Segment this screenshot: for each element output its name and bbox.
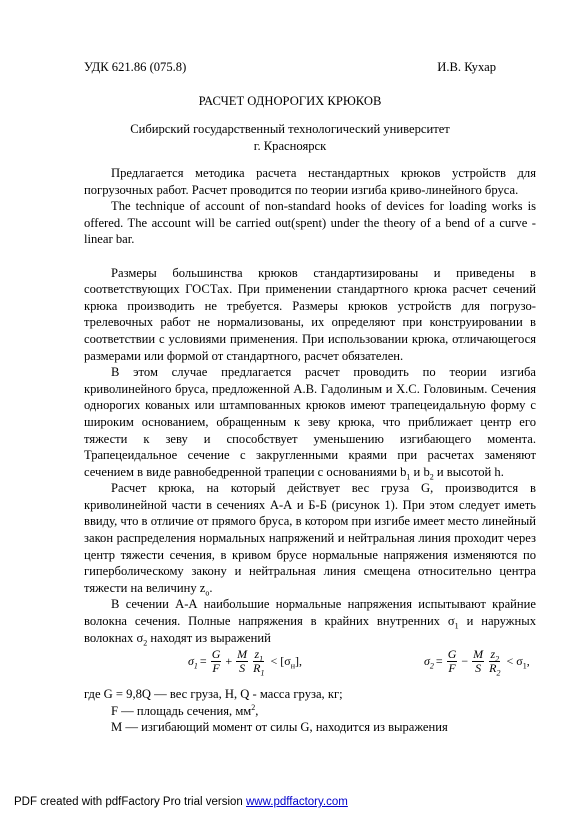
formula-lhs bbox=[188, 653, 198, 670]
denominator: S bbox=[475, 661, 482, 676]
paper-body bbox=[84, 165, 536, 736]
subscript: 1 bbox=[406, 472, 411, 482]
author-name: И.В. Кухар bbox=[437, 60, 496, 74]
formula-lhs bbox=[424, 653, 434, 670]
udk-code: УДК 621.86 (075.8) bbox=[84, 60, 187, 74]
header bbox=[84, 60, 496, 76]
fraction-z-r bbox=[252, 647, 265, 678]
paragraph-3-end: . bbox=[209, 580, 213, 595]
tail-text: < σ bbox=[506, 654, 523, 669]
subscript: 2 bbox=[496, 668, 501, 678]
plus-sign: + bbox=[225, 654, 233, 669]
superscript: 2 bbox=[251, 702, 256, 712]
denominator bbox=[252, 661, 265, 678]
numerator: G bbox=[447, 647, 457, 662]
tail-end: ], bbox=[295, 654, 303, 669]
abstract-ru: Предлагается методика расчета нестандартных крюков устройств для погрузочных работ. Расчет проводится по теории изгиба криво-линейного бруса. bbox=[84, 166, 536, 197]
formula-sigma-1 bbox=[188, 647, 303, 678]
subscript: o bbox=[205, 588, 210, 598]
r-symbol: R bbox=[489, 661, 497, 676]
subscript: 2 bbox=[143, 638, 148, 648]
numerator: M bbox=[237, 647, 248, 662]
formula-tail bbox=[271, 653, 303, 670]
paragraph-3-text: Расчет крюка, на который действует вес груза G, производится в криволинейной части в сечениях А-А и Б-Б (рисунок 1). При этом следует иметь ввиду, что в отличие от прямого бруса, в котором при изгибе имеет место линейный закон распределения нормальных напряжений и нейтральная линия проходит через центр тяжести сечения, в кривом брусе нормальные напряжения изменяются по гиперболическому закону и нейтральная линия смещена относительно центра тяжести на величину z bbox=[84, 481, 536, 595]
r-symbol: R bbox=[253, 661, 261, 676]
z-symbol: z bbox=[490, 647, 496, 662]
sigma-symbol: σ bbox=[424, 654, 430, 669]
formula-tail bbox=[507, 653, 530, 670]
fraction-m-s bbox=[236, 648, 248, 675]
subscript: 2 bbox=[495, 654, 500, 664]
denominator bbox=[488, 661, 501, 678]
minus-sign: − bbox=[461, 654, 469, 669]
subscript: 1 bbox=[260, 668, 265, 678]
paragraph-2-mid: и b bbox=[410, 464, 430, 479]
definition-g: где G = 9,8Q — вес груза, Н, Q - масса груза, кг; bbox=[84, 687, 343, 702]
paragraph-4-mid: и наружных волокнах σ bbox=[84, 614, 536, 645]
affiliation bbox=[84, 121, 496, 154]
definition-f-end: , bbox=[255, 703, 259, 718]
paragraph-3 bbox=[84, 480, 536, 596]
subscript: 1 bbox=[193, 661, 198, 671]
tail-end: , bbox=[526, 654, 530, 669]
subscript: 1 bbox=[454, 621, 459, 631]
affiliation-city: г. Красноярск bbox=[253, 138, 327, 153]
numerator bbox=[253, 648, 264, 662]
z-symbol: z bbox=[254, 647, 260, 662]
definition-m: М — изгибающий момент от силы G, находится из выражения bbox=[111, 720, 448, 735]
fraction-g-f bbox=[211, 648, 222, 675]
paragraph-4 bbox=[84, 596, 536, 646]
fraction-m-s bbox=[472, 648, 484, 675]
formulas bbox=[84, 648, 536, 686]
paragraph-2-end: и высотой h. bbox=[433, 464, 504, 479]
equals-sign: = bbox=[435, 654, 443, 669]
definitions bbox=[84, 686, 536, 736]
footer-text: PDF created with pdfFactory Pro trial version bbox=[14, 796, 246, 808]
paragraph-2 bbox=[84, 364, 536, 480]
paper-title: РАСЧЕТ ОДНОРОГИХ КРЮКОВ bbox=[198, 94, 382, 108]
denominator: F bbox=[212, 661, 220, 676]
numerator: G bbox=[211, 647, 221, 662]
subscript: 2 bbox=[429, 472, 434, 482]
formula-sigma-2 bbox=[424, 647, 530, 678]
definition-f bbox=[84, 703, 536, 720]
fraction-g-f bbox=[447, 648, 458, 675]
paragraph-4-end: находят из выражений bbox=[147, 630, 271, 645]
numerator bbox=[489, 648, 500, 662]
paragraph-2-text: В этом случае предлагается расчет проводить по теории изгиба криволинейного бруса, предложенной А.В. Гадолиным и Х.С. Головиным. Сечения однорогих кованых или штампованных крюков имеют трапецеидальную форму с широким основанием, обращенным к зеву крюка, что приближает центр его тяжести к зеву и способствует уменьшению изгибающего момента. Трапецеидальное сечение с закругленными краями при расчетах заменяют сечением в виде равнобедренной трапеции с основаниями b bbox=[84, 365, 536, 479]
abstract-en: The technique of account of non-standard hooks of devices for loading works is offered. The account will be carried out(spent) under the theory of a bend of a curve - linear bar. bbox=[84, 199, 536, 247]
paragraph-1: Размеры большинства крюков стандартизированы и приведены в соответствующих ГОСТах. При применении стандартного крюка расчет сечений крюка производить не требуется. Размеры крюков устройств для погрузо-трелевочных работ не нормализованы, их определяют при конструировании в соответствии с условиями применения. При использовании крюка, отличающегося размерами или формой от стандартного, расчет обязателен. bbox=[84, 265, 536, 363]
paragraph-4-text: В сечении А-А наибольшие нормальные напряжения испытывают крайние волокна сечения. Полные напряжения в крайних внутренних σ bbox=[84, 597, 536, 629]
subscript: 1 bbox=[522, 661, 527, 671]
pdf-footer bbox=[14, 796, 348, 808]
affiliation-university: Сибирский государственный технологический университет bbox=[130, 122, 450, 136]
pdffactory-link[interactable]: www.pdffactory.com bbox=[246, 796, 348, 808]
tail-text: < [σ bbox=[270, 654, 291, 669]
numerator: M bbox=[473, 647, 484, 662]
subscript: 2 bbox=[429, 661, 434, 671]
denominator: F bbox=[448, 661, 456, 676]
subscript: н bbox=[290, 661, 296, 671]
denominator: S bbox=[239, 661, 246, 676]
sigma-symbol: σ bbox=[188, 654, 194, 669]
subscript: 1 bbox=[259, 654, 264, 664]
fraction-z-r bbox=[488, 647, 501, 678]
equals-sign: = bbox=[199, 654, 207, 669]
definition-f-text: F — площадь сечения, мм bbox=[111, 703, 252, 718]
